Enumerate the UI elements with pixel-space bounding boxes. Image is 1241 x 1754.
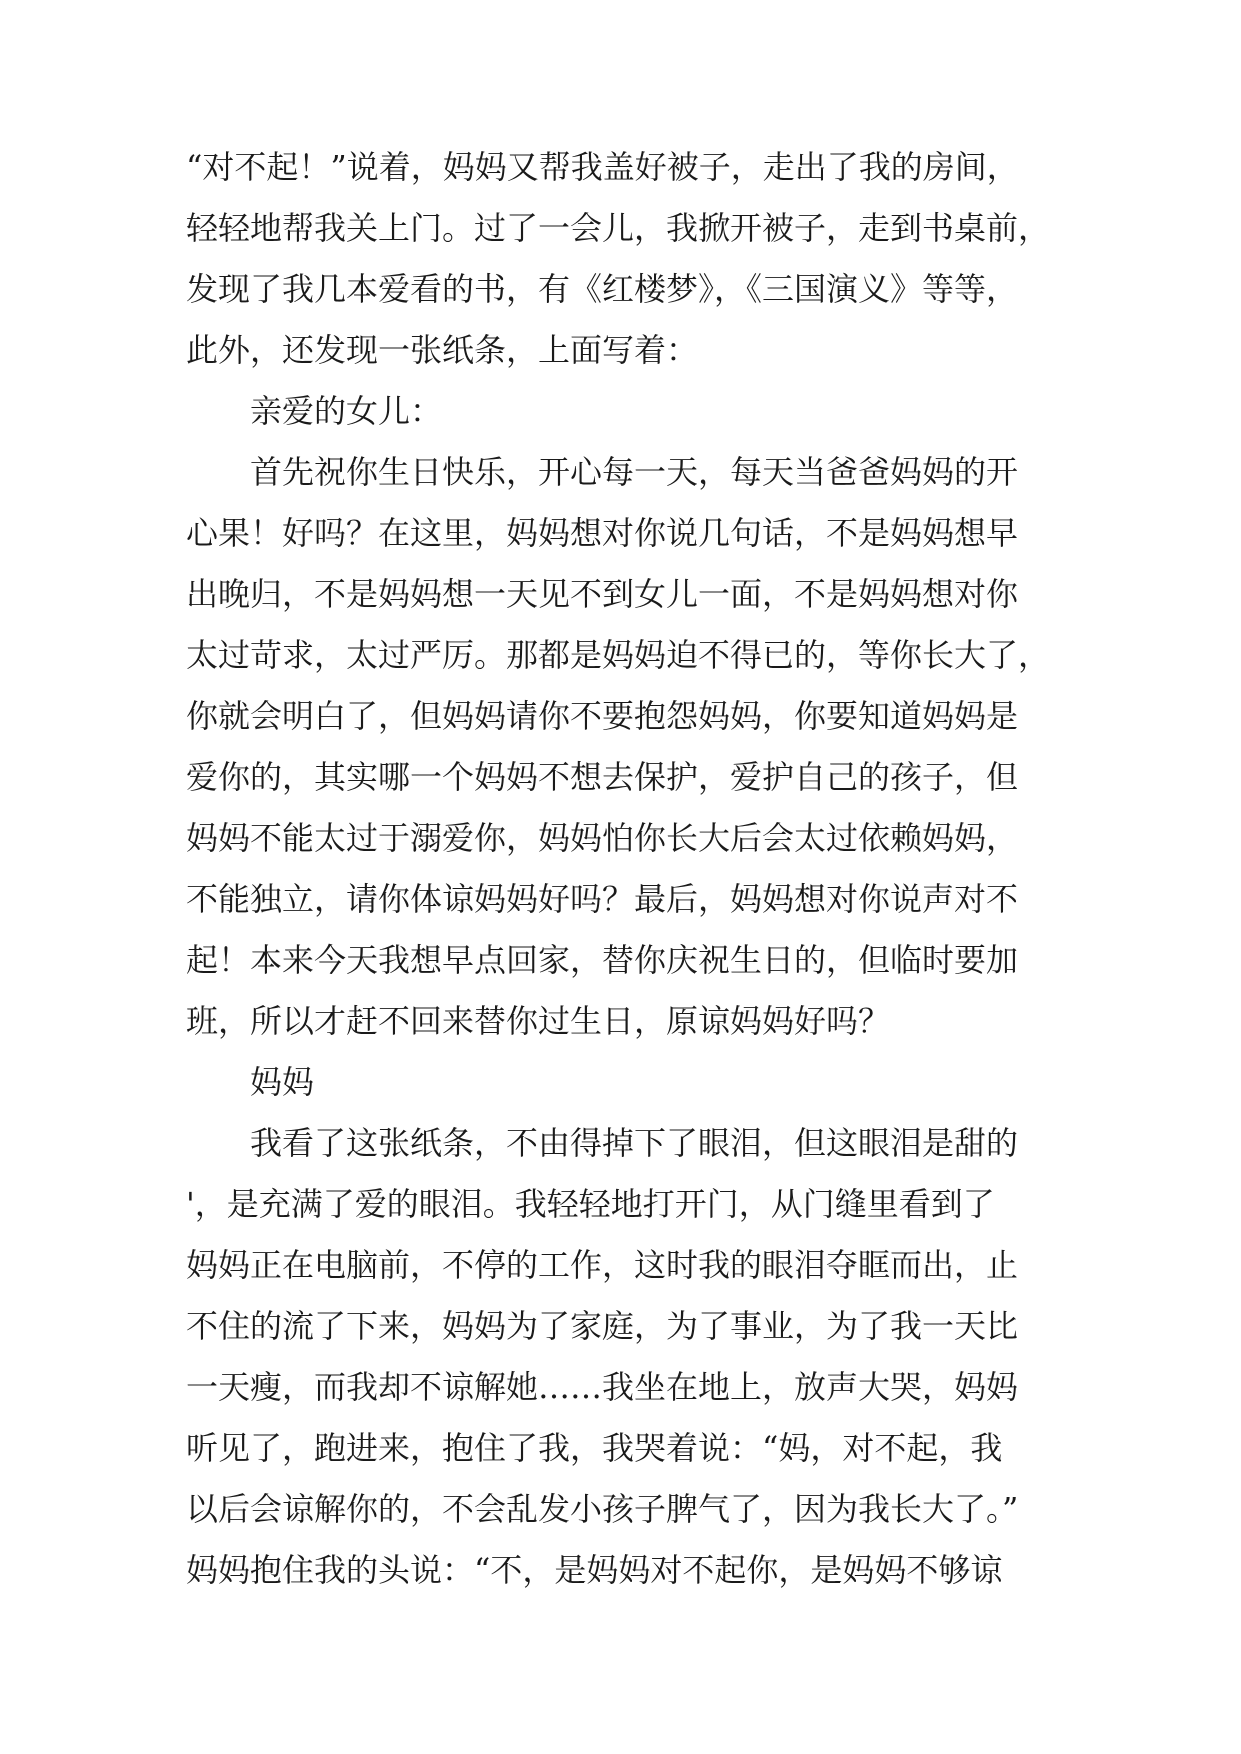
text-line: 爱你的，其实哪一个妈妈不想去保护，爱护自己的孩子，但 (186, 758, 1019, 796)
text-line: 出晚归，不是妈妈想一天见不到女儿一面，不是妈妈想对你 (186, 575, 1019, 613)
text-line: “对不起！”说着，妈妈又帮我盖好被子，走出了我的房间， (186, 148, 1019, 186)
letter-signature: 妈妈 (250, 1063, 315, 1101)
text-line: 心果！好吗？在这里，妈妈想对你说几句话，不是妈妈想早 (186, 514, 1019, 552)
text-line: 一天瘦，而我却不谅解她……我坐在地上，放声大哭，妈妈 (186, 1368, 1019, 1406)
text-line: 听见了，跑进来，抱住了我，我哭着说：“妈，对不起，我 (186, 1429, 1003, 1467)
document-body (186, 137, 1066, 1601)
letter-salutation: 亲爱的女儿： (250, 392, 443, 430)
text-line: 班，所以才赶不回来替你过生日，原谅妈妈好吗？ (186, 1002, 891, 1040)
text-line: 起！本来今天我想早点回家，替你庆祝生日的，但临时要加 (186, 941, 1019, 979)
text-line: 不能独立，请你体谅妈妈好吗？最后，妈妈想对你说声对不 (186, 880, 1019, 918)
text-line: 妈妈正在电脑前，不停的工作，这时我的眼泪夺眶而出，止 (186, 1246, 1019, 1284)
text-line: 发现了我几本爱看的书，有《红楼梦》，《三国演义》等等， (186, 270, 1019, 308)
text-line: 以后会谅解你的，不会乱发小孩子脾气了，因为我长大了。” (186, 1490, 1019, 1528)
text-line: 首先祝你生日快乐，开心每一天，每天当爸爸妈妈的开 (250, 453, 1019, 491)
text-line: 妈妈抱住我的头说：“不，是妈妈对不起你，是妈妈不够谅 (186, 1551, 1003, 1589)
text-line: 太过苛求，太过严厉。那都是妈妈迫不得已的，等你长大了， (186, 636, 1051, 674)
text-line: 此外，还发现一张纸条，上面写着： (186, 331, 699, 369)
text-line: 不住的流了下来，妈妈为了家庭，为了事业，为了我一天比 (186, 1307, 1019, 1345)
text-line: 你就会明白了，但妈妈请你不要抱怨妈妈，你要知道妈妈是 (186, 697, 1019, 735)
text-line: 轻轻地帮我关上门。过了一会儿，我掀开被子，走到书桌前， (186, 209, 1051, 247)
text-line: '，是充满了爱的眼泪。我轻轻地打开门，从门缝里看到了 (186, 1185, 995, 1223)
text-line: 我看了这张纸条，不由得掉下了眼泪，但这眼泪是甜的 (250, 1124, 1019, 1162)
text-line: 妈妈不能太过于溺爱你，妈妈怕你长大后会太过依赖妈妈， (186, 819, 1019, 857)
